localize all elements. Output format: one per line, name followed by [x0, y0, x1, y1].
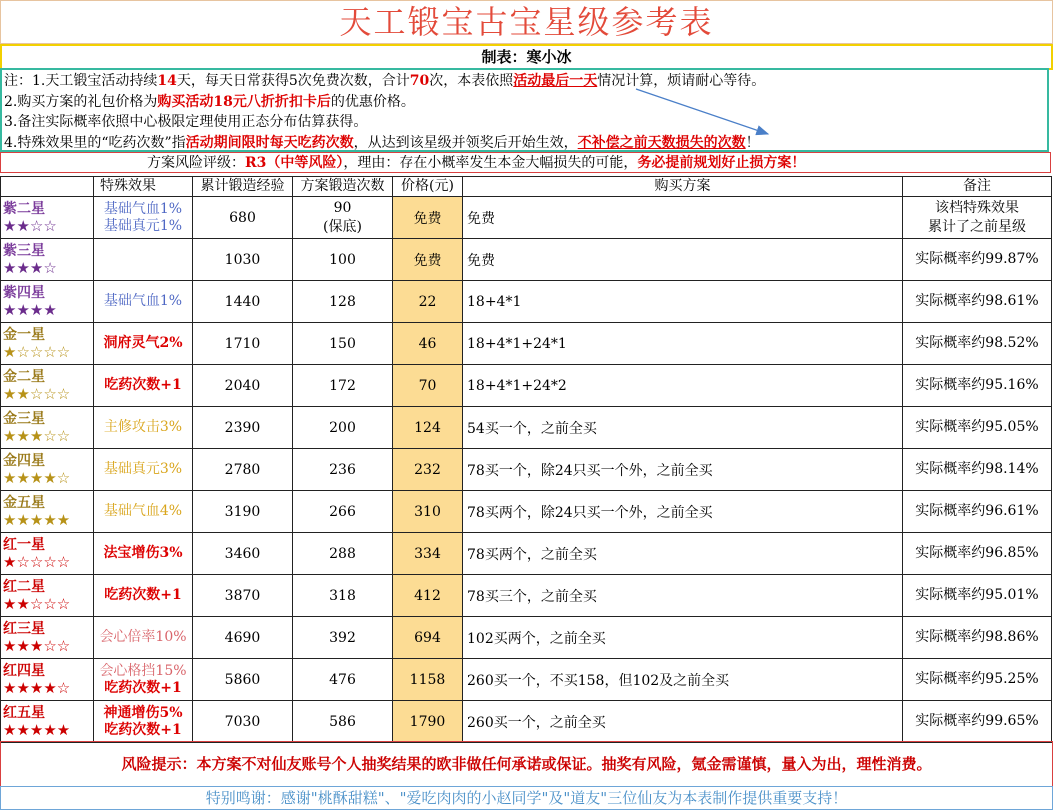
note-line: 实际概率约95.01% [915, 587, 1039, 603]
exp-cell: 3460 [193, 533, 293, 575]
note-4: 4.特殊效果里的“吃药次数”指活动期间限时每天吃药次数，从达到该星级并领奖后开始生效，不补偿之前天数损失的次数！ [4, 134, 760, 151]
star-rating-icon: ★★★☆ [3, 259, 57, 277]
effect-line: 基础气血1% [103, 200, 183, 217]
star-rating-icon: ★★☆☆ [3, 217, 57, 235]
emphasis-last-day: 活动最后一天 [513, 73, 598, 89]
plan-cell: 78买两个，除24只买一个外，之前全买 [463, 491, 903, 533]
plan-cell: 18+4*1+24*2 [463, 365, 903, 407]
tier-cell [1, 323, 94, 365]
note-line: 实际概率约99.65% [915, 713, 1039, 729]
count-cell [293, 617, 393, 659]
effect-line: 吃药次数+1 [104, 377, 182, 393]
header-row [1, 177, 1052, 197]
effect-line: 主修攻击3% [103, 419, 183, 435]
tier-cell [1, 533, 94, 575]
effect-cell [94, 281, 193, 323]
table-row [1, 533, 1052, 575]
price-cell: 694 [393, 617, 463, 659]
risk-notice: 风险提示：本方案不对仙友账号个人抽奖结果的欧非做任何承诺或保证。抽奖有风险，氪金需谨慎，量入为出，理性消费。 [0, 741, 1053, 787]
note-line: 实际概率约96.61% [915, 503, 1039, 519]
tier-cell [1, 701, 94, 743]
note-cell [903, 407, 1052, 449]
effect-cell [94, 449, 193, 491]
exp-cell: 3870 [193, 575, 293, 617]
table-row [1, 449, 1052, 491]
price-cell: 232 [393, 449, 463, 491]
risk-rating: 方案风险评级：R3（中等风险），理由：存在小概率发生本金大幅损失的可能，务必提前规划好止损方案！ [0, 152, 1051, 173]
header-exp: 累计锻造经验 [193, 177, 293, 197]
effect-cell [94, 659, 193, 701]
exp-cell: 3190 [193, 491, 293, 533]
header-plan: 购买方案 [463, 177, 903, 197]
tier-name: 金五星 [3, 495, 45, 511]
plan-cell: 免费 [463, 239, 903, 281]
count-line: 288 [329, 545, 356, 562]
count-line: 172 [329, 377, 356, 394]
note-cell [903, 575, 1052, 617]
count-cell [293, 449, 393, 491]
header-effect: 特殊效果 [94, 177, 193, 197]
effect-line: 基础气血4% [103, 503, 183, 519]
effect-cell [94, 533, 193, 575]
note-cell [903, 659, 1052, 701]
note-cell [903, 281, 1052, 323]
exp-cell: 2390 [193, 407, 293, 449]
tier-name: 红五星 [3, 705, 45, 721]
note-line: 实际概率约98.52% [915, 335, 1039, 351]
plan-cell: 18+4*1 [463, 281, 903, 323]
effect-cell [94, 617, 193, 659]
count-cell [293, 701, 393, 743]
tier-cell [1, 365, 94, 407]
thanks-line: 特别鸣谢：感谢"桃酥甜糕"、"爱吃肉肉的小赵同学"及"道友"三位仙友为本表制作提供重要支持！ [0, 786, 1053, 810]
table-row [1, 701, 1052, 743]
count-cell [293, 323, 393, 365]
exp-cell: 1030 [193, 239, 293, 281]
plan-cell: 78买三个，之前全买 [463, 575, 903, 617]
count-line: 200 [329, 419, 356, 436]
effect-line: 基础真元3% [103, 461, 183, 477]
note-cell [903, 617, 1052, 659]
count-line: 150 [329, 335, 356, 352]
price-cell: 46 [393, 323, 463, 365]
effect-cell [94, 365, 193, 407]
tier-cell [1, 575, 94, 617]
note-line: 实际概率约98.61% [915, 293, 1039, 309]
effect-line: 会心格挡15% [99, 662, 187, 679]
tier-cell [1, 239, 94, 281]
effect-cell [94, 701, 193, 743]
tier-cell [1, 407, 94, 449]
effect-cell [94, 575, 193, 617]
table-row [1, 281, 1052, 323]
star-rating-icon: ★☆☆☆☆ [3, 553, 71, 571]
count-cell [293, 659, 393, 701]
note-cell [903, 449, 1052, 491]
note-3: 3.备注实际概率依照中心极限定理使用正态分布估算获得。 [4, 114, 368, 130]
maker-line: 制表：寒小冰 [0, 44, 1053, 70]
plan-cell: 54买一个，之前全买 [463, 407, 903, 449]
star-rating-icon: ★★★★ [3, 301, 57, 319]
note-line: 实际概率约98.86% [915, 629, 1039, 645]
effect-cell [94, 407, 193, 449]
tier-name: 紫四星 [3, 285, 45, 301]
count-line: 236 [329, 461, 356, 478]
table-row [1, 365, 1052, 407]
price-cell: 124 [393, 407, 463, 449]
table-row [1, 323, 1052, 365]
count-line: 128 [329, 293, 356, 310]
tier-cell [1, 491, 94, 533]
exp-cell: 1710 [193, 323, 293, 365]
tier-name: 紫三星 [3, 243, 45, 259]
count-cell [293, 365, 393, 407]
header-count: 方案锻造次数 [293, 177, 393, 197]
note-2: 2.购买方案的礼包价格为购买活动18元八折折扣卡后的优惠价格。 [4, 93, 415, 110]
exp-cell: 680 [193, 197, 293, 239]
tier-name: 金一星 [3, 327, 45, 343]
plan-cell: 260买一个，不买158，但102及之前全买 [463, 659, 903, 701]
table-row [1, 491, 1052, 533]
sheet-title: 天工锻宝古宝星级参考表 [0, 0, 1053, 44]
count-cell [293, 197, 393, 239]
plan-cell: 78买两个，之前全买 [463, 533, 903, 575]
count-cell [293, 281, 393, 323]
star-rating-icon: ★★☆☆☆ [3, 595, 71, 613]
note-cell [903, 491, 1052, 533]
emphasis-no-compensation: 不补偿之前天数损失的次数 [577, 134, 746, 151]
note-cell [903, 239, 1052, 281]
header-tier [1, 177, 94, 197]
star-rating-icon: ★☆☆☆☆ [3, 343, 71, 361]
notes-block [0, 68, 1049, 152]
note-cell [903, 323, 1052, 365]
star-table [0, 176, 1052, 743]
tier-cell [1, 617, 94, 659]
note-line: 实际概率约96.85% [915, 545, 1039, 561]
price-cell: 70 [393, 365, 463, 407]
star-rating-icon: ★★★★☆ [3, 469, 71, 487]
tier-name: 金三星 [3, 411, 45, 427]
effect-line: 会心倍率10% [99, 629, 187, 645]
plan-cell: 102买两个，之前全买 [463, 617, 903, 659]
plan-cell: 18+4*1+24*1 [463, 323, 903, 365]
note-line: 实际概率约98.14% [915, 461, 1039, 477]
count-line: 318 [329, 587, 356, 604]
star-rating-icon: ★★★★★ [3, 511, 71, 529]
tier-name: 红二星 [3, 579, 45, 595]
note-line: 累计了之前星级 [928, 218, 1026, 235]
star-rating-icon: ★★★☆☆ [3, 637, 71, 655]
price-cell: 412 [393, 575, 463, 617]
count-line: 100 [329, 251, 356, 268]
price-cell: 310 [393, 491, 463, 533]
note-cell [903, 197, 1052, 239]
tier-cell [1, 659, 94, 701]
exp-cell: 1440 [193, 281, 293, 323]
count-line: 392 [329, 629, 356, 646]
exp-cell: 2780 [193, 449, 293, 491]
note-cell [903, 701, 1052, 743]
count-line: (保底) [323, 218, 362, 235]
note-line: 实际概率约95.16% [915, 377, 1039, 393]
count-cell [293, 575, 393, 617]
effect-cell [94, 491, 193, 533]
star-rating-icon: ★★★★☆ [3, 679, 71, 697]
effect-line: 神通增伤5% [103, 704, 183, 721]
tier-cell [1, 449, 94, 491]
count-cell [293, 407, 393, 449]
count-cell [293, 533, 393, 575]
note-1: 注：1.天工锻宝活动持续14天，每天日常获得5次免费次数，合计70次，本表依照活动最后一天情况计算，烦请耐心等待。 [4, 73, 766, 89]
star-rating-icon: ★★☆☆☆ [3, 385, 71, 403]
star-rating-icon: ★★★★★ [3, 721, 71, 739]
tier-cell [1, 281, 94, 323]
plan-cell: 78买一个，除24只买一个外，之前全买 [463, 449, 903, 491]
note-line: 实际概率约95.05% [915, 419, 1039, 435]
tier-name: 金四星 [3, 453, 45, 469]
price-cell: 22 [393, 281, 463, 323]
effect-cell [94, 323, 193, 365]
exp-cell: 7030 [193, 701, 293, 743]
table-row [1, 239, 1052, 281]
effect-line: 吃药次数+1 [104, 587, 182, 603]
exp-cell: 5860 [193, 659, 293, 701]
price-cell: 1158 [393, 659, 463, 701]
effect-line: 基础真元1% [103, 217, 183, 234]
table-row [1, 659, 1052, 701]
tier-name: 紫二星 [3, 201, 45, 217]
note-cell [903, 533, 1052, 575]
count-line: 90 [333, 199, 352, 216]
price-cell: 免费 [393, 239, 463, 281]
table-row [1, 575, 1052, 617]
tier-name: 金二星 [3, 369, 45, 385]
count-cell [293, 491, 393, 533]
exp-cell: 4690 [193, 617, 293, 659]
note-line: 实际概率约95.25% [915, 671, 1039, 687]
star-rating-icon: ★★★☆☆ [3, 427, 71, 445]
exp-cell: 2040 [193, 365, 293, 407]
effect-cell [94, 197, 193, 239]
count-line: 586 [329, 713, 356, 730]
effect-line: 吃药次数+1 [104, 721, 182, 738]
effect-cell [94, 239, 193, 281]
tier-name: 红三星 [3, 621, 45, 637]
note-line: 该档特殊效果 [935, 199, 1019, 216]
tier-name: 红四星 [3, 663, 45, 679]
table-row [1, 407, 1052, 449]
effect-line: 吃药次数+1 [104, 679, 182, 696]
tier-name: 红一星 [3, 537, 45, 553]
count-cell [293, 239, 393, 281]
plan-cell: 免费 [463, 197, 903, 239]
header-note: 备注 [903, 177, 1052, 197]
plan-cell: 260买一个，之前全买 [463, 701, 903, 743]
risk-level: R3（中等风险） [245, 155, 344, 171]
effect-line: 基础气血1% [103, 293, 183, 309]
tier-cell [1, 197, 94, 239]
table-row [1, 197, 1052, 239]
effect-line: 法宝增伤3% [103, 545, 183, 561]
header-price: 价格(元) [393, 177, 463, 197]
price-cell: 免费 [393, 197, 463, 239]
effect-line: 洞府灵气2% [103, 335, 183, 351]
count-line: 476 [329, 671, 356, 688]
count-line: 266 [329, 503, 356, 520]
note-line: 实际概率约99.87% [915, 251, 1039, 267]
note-cell [903, 365, 1052, 407]
price-cell: 1790 [393, 701, 463, 743]
table-row [1, 617, 1052, 659]
price-cell: 334 [393, 533, 463, 575]
